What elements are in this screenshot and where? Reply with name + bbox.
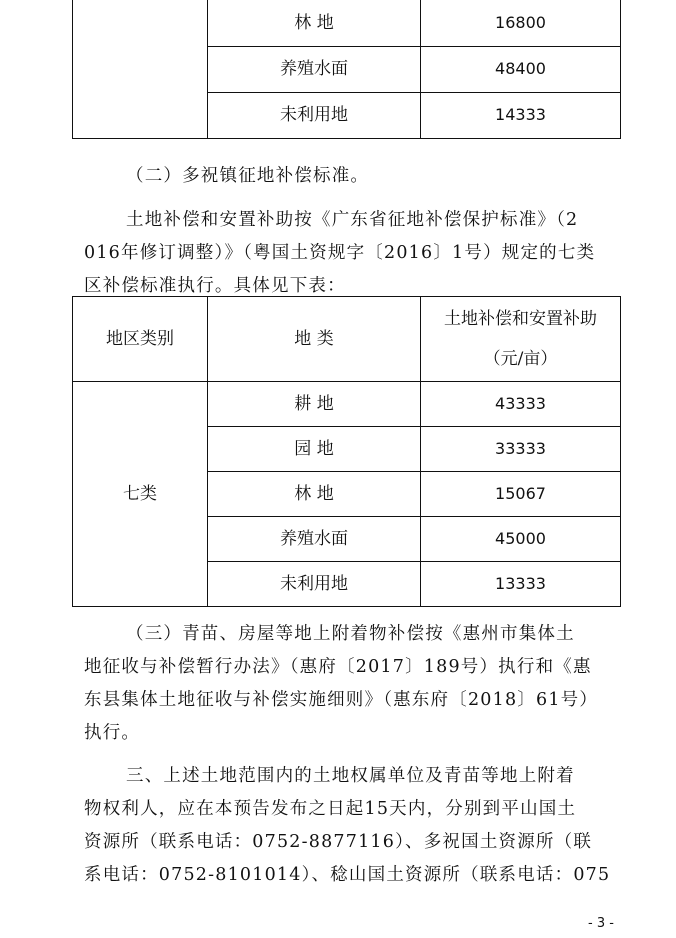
header-compensation-title: 土地补偿和安置补助 <box>444 309 597 329</box>
section3-line: （三）青苗、房屋等地上附着物补偿按《惠州市集体土 <box>126 624 575 644</box>
land-compensation-table-continued <box>72 0 621 139</box>
amount-cell: 14333 <box>421 92 621 138</box>
land-type-cell: 林 地 <box>208 0 421 46</box>
amount-cell: 33333 <box>421 427 621 472</box>
land-type-cell: 林 地 <box>208 472 421 517</box>
amount-cell: 45000 <box>421 517 621 562</box>
amount-cell: 13333 <box>421 562 621 607</box>
region-cell: 七类 <box>73 382 208 607</box>
amount-cell: 16800 <box>421 0 621 46</box>
section2-line: 区补偿标准执行。具体见下表： <box>84 276 346 296</box>
header-compensation <box>421 297 621 382</box>
land-type-cell: 未利用地 <box>208 92 421 138</box>
header-region-category: 地区类别 <box>73 297 208 382</box>
land-compensation-table <box>72 296 621 607</box>
land-type-cell: 养殖水面 <box>208 517 421 562</box>
table-row <box>73 0 621 46</box>
header-land-type: 地 类 <box>208 297 421 382</box>
section3-line: 执行。 <box>84 723 141 743</box>
land-type-cell: 园 地 <box>208 427 421 472</box>
section2-heading: （二）多祝镇征地补偿标准。 <box>126 166 370 186</box>
header-compensation-unit: （元/亩） <box>483 349 558 369</box>
section2-line: 016年修订调整）》（粤国土资规字〔2016〕1号）规定的七类 <box>84 243 596 263</box>
region-cell-empty <box>73 0 208 138</box>
page-number: - 3 - <box>588 916 614 931</box>
land-type-cell: 未利用地 <box>208 562 421 607</box>
section2-line: 土地补偿和安置补助按《广东省征地补偿保护标准》（2 <box>126 210 579 230</box>
section4-line: 物权利人，应在本预告发布之日起15天内，分别到平山国土 <box>84 799 577 819</box>
table-header-row <box>73 297 621 382</box>
amount-cell: 15067 <box>421 472 621 517</box>
section4-line: 三、上述土地范围内的土地权属单位及青苗等地上附着 <box>126 766 575 786</box>
section3-line: 东县集体土地征收与补偿实施细则》（惠东府〔2018〕61号） <box>84 690 599 710</box>
table-row <box>73 382 621 427</box>
land-type-cell: 耕 地 <box>208 382 421 427</box>
amount-cell: 43333 <box>421 382 621 427</box>
land-type-cell: 养殖水面 <box>208 46 421 92</box>
section4-line: 系电话：0752-8101014）、稔山国土资源所（联系电话：075 <box>84 865 611 885</box>
section3-line: 地征收与补偿暂行办法》（惠府〔2017〕189号）执行和《惠 <box>84 657 592 677</box>
section4-line: 资源所（联系电话：0752-8877116）、多祝国土资源所（联 <box>84 832 593 852</box>
amount-cell: 48400 <box>421 46 621 92</box>
